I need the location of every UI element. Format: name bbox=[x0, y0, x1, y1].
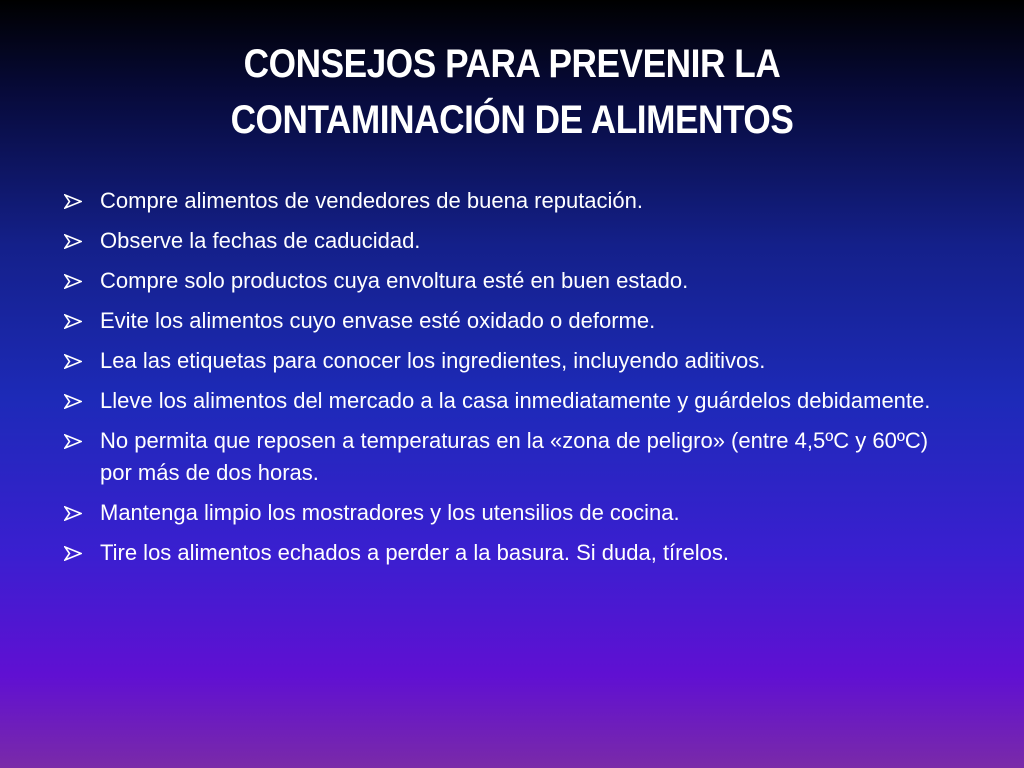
arrowhead-bullet-icon bbox=[64, 546, 82, 561]
list-item bbox=[64, 385, 964, 417]
list-item bbox=[64, 345, 964, 377]
list-item-text: Tire los alimentos echados a perder a la basura. Si duda, tírelos. bbox=[100, 540, 729, 565]
list-item bbox=[64, 537, 964, 569]
slide-title-line-2: CONTAMINACIÓN DE ALIMENTOS bbox=[230, 98, 794, 142]
arrowhead-bullet-icon bbox=[64, 314, 82, 329]
bullet-list bbox=[64, 185, 964, 577]
list-item bbox=[64, 265, 964, 297]
list-item bbox=[64, 185, 964, 217]
arrowhead-bullet-icon bbox=[64, 354, 82, 369]
list-item-text: Compre solo productos cuya envoltura esté en buen estado. bbox=[100, 268, 689, 293]
arrowhead-bullet-icon bbox=[64, 434, 82, 449]
arrowhead-bullet-icon bbox=[64, 506, 82, 521]
list-item-text: Evite los alimentos cuyo envase esté oxidado o deforme. bbox=[100, 308, 656, 333]
arrowhead-bullet-icon bbox=[64, 274, 82, 289]
list-item bbox=[64, 497, 964, 529]
slide-title-line-1: CONSEJOS PARA PREVENIR LA bbox=[243, 42, 781, 86]
list-item bbox=[64, 305, 964, 337]
list-item bbox=[64, 225, 964, 257]
list-item-text: Mantenga limpio los mostradores y los utensilios de cocina. bbox=[100, 500, 680, 525]
list-item-text: No permita que reposen a temperaturas en la «zona de peligro» (entre 4,5ºC y 60ºC) por más de dos horas. bbox=[100, 428, 929, 485]
arrowhead-bullet-icon bbox=[64, 234, 82, 249]
list-item-text: Observe la fechas de caducidad. bbox=[100, 228, 421, 253]
arrowhead-bullet-icon bbox=[64, 394, 82, 409]
slide-title bbox=[97, 36, 928, 148]
list-item bbox=[64, 425, 964, 489]
list-item-text: Lleve los alimentos del mercado a la casa inmediatamente y guárdelos debidamente. bbox=[100, 388, 931, 413]
list-item-text: Compre alimentos de vendedores de buena reputación. bbox=[100, 188, 644, 213]
list-item-text: Lea las etiquetas para conocer los ingredientes, incluyendo aditivos. bbox=[100, 348, 766, 373]
arrowhead-bullet-icon bbox=[64, 194, 82, 209]
